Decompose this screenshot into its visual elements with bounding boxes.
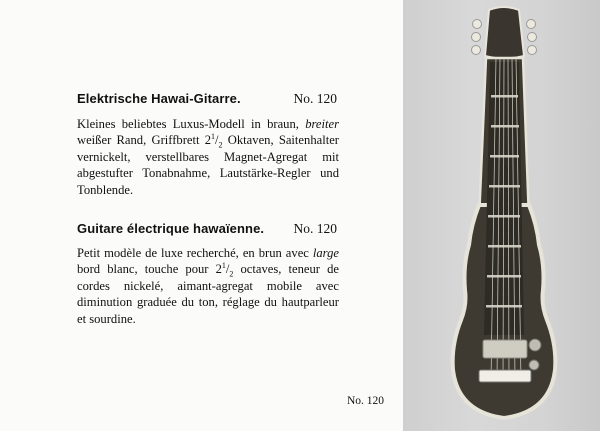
tuning-peg xyxy=(472,46,481,55)
french-text-2: bord blanc, touche pour 2 xyxy=(77,262,222,277)
french-heading xyxy=(77,221,337,237)
german-fraction-numerator: 1 xyxy=(211,132,216,142)
tuning-peg xyxy=(528,46,537,55)
french-title: Guitare électrique hawaïenne. xyxy=(77,221,265,236)
tone-knob xyxy=(529,360,539,370)
guitar-photo xyxy=(403,0,600,431)
tuning-peg xyxy=(473,20,482,29)
german-fraction-denominator: 2 xyxy=(218,140,223,150)
german-text-3: Oktaven, Saitenhalter vernickelt, verstellbares Magnet-Agregat mit abgestufter Tonabnahme, Lautstärke-Regler und Tonblende. xyxy=(77,133,339,197)
german-heading xyxy=(77,91,337,107)
tuning-peg xyxy=(527,20,536,29)
french-fraction-slash: / xyxy=(225,262,230,277)
french-model-number: No. 120 xyxy=(293,221,337,236)
tuning-peg xyxy=(472,33,481,42)
german-text-2: weißer Rand, Griffbrett 2 xyxy=(77,133,212,148)
photo-caption: No. 120 xyxy=(347,395,385,407)
volume-knob xyxy=(529,339,541,351)
lap-steel-guitar-illustration xyxy=(403,0,600,431)
german-fraction-slash: / xyxy=(215,133,219,148)
pickup xyxy=(483,340,527,358)
german-model-number: No. 120 xyxy=(293,91,337,106)
bridge xyxy=(479,370,531,382)
french-emphasis: large xyxy=(312,246,339,260)
french-description xyxy=(77,245,339,327)
german-text-1: Kleines beliebtes Luxus-Modell in braun, xyxy=(77,117,306,131)
guitar-headstock xyxy=(485,7,524,59)
french-text-3: octaves, teneur de cordes nickelé, aimant-agregat mobile avec diminution graduée du ton, réglage du hautparleur et sourdine. xyxy=(77,262,339,326)
french-fraction-numerator: 1 xyxy=(221,261,226,271)
german-description xyxy=(77,116,339,198)
french-text-1: Petit modèle de luxe recherché, en brun avec xyxy=(77,246,313,260)
german-emphasis: breiter xyxy=(305,117,339,131)
french-fraction-denominator: 2 xyxy=(229,269,234,279)
german-title: Elektrische Hawai-Gitarre. xyxy=(77,91,241,106)
tuning-peg xyxy=(528,33,537,42)
